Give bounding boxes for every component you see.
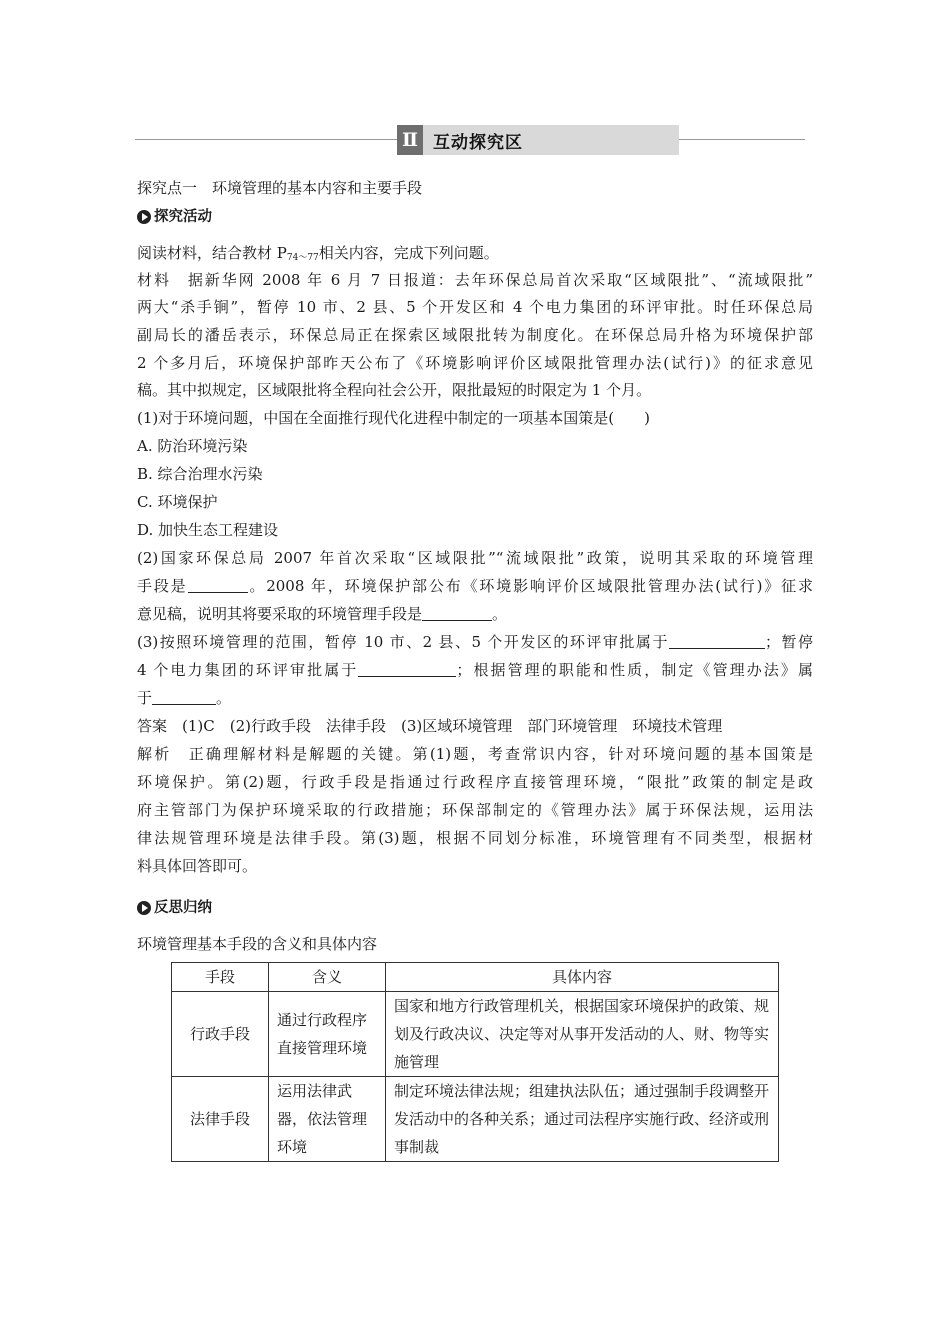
q3-text: 4 个电力集团的环评审批属于 (137, 661, 359, 679)
topic-title: 探究点一 环境管理的基本内容和主要手段 (137, 179, 423, 197)
q2-text: 。 (492, 605, 508, 623)
question-3-line (137, 632, 813, 652)
reflect-heading-label: 反思归纳 (154, 900, 212, 916)
method-meaning: 通过行政程序直接管理环境 (269, 992, 386, 1077)
analysis-line: 解析 正确理解材料是解题的关键。第(1)题，考查常识内容，针对环境问题的基本国策是 (137, 745, 813, 763)
option-a: A. 防治环境污染 (137, 437, 248, 455)
play-bullet-icon (137, 210, 151, 224)
material-line: 材料 据新华网 2008 年 6 月 7 日报道：去年环保总局首次采取“区域限批”、“流域限批” (137, 271, 813, 289)
answer-line: 答案 (1)C (2)行政手段 法律手段 (3)区域环境管理 部门环境管理 环境技术管理 (137, 717, 723, 735)
q3-text: ；暂停 (764, 633, 813, 651)
question-2-line: (2)国家环保总局 2007 年首次采取“区域限批”“流域限批”政策，说明其采取的环境管理 (137, 549, 813, 567)
table-header: 具体内容 (386, 963, 779, 992)
intro-pages: 74～77 (286, 253, 319, 263)
option-d: D. 加快生态工程建设 (137, 521, 279, 539)
question-3-line (137, 688, 231, 708)
intro-line (137, 243, 499, 268)
question-2-line (137, 604, 507, 624)
question-3-line (137, 660, 813, 680)
answer-blank (358, 662, 456, 677)
activity-heading-label: 探究活动 (154, 209, 212, 225)
section-number: Ⅱ (397, 125, 423, 155)
section-badge (397, 125, 679, 155)
method-content: 国家和地方行政管理机关，根据国家环境保护的政策、规划及行政决议、决定等对从事开发活动的人、财、物等实施管理 (386, 992, 779, 1077)
method-name: 行政手段 (172, 992, 269, 1077)
material-line: 副局长的潘岳表示，环保总局正在探索区域限批转为制度化。在环保总局升格为环境保护部 (137, 326, 813, 344)
answer-blank (152, 690, 216, 705)
intro-post: 相关内容，完成下列问题。 (318, 244, 499, 262)
analysis-line: 料具体回答即可。 (137, 857, 258, 875)
table-header: 手段 (172, 963, 269, 992)
q3-text: ；根据管理的职能和性质，制定《管理办法》属 (456, 661, 813, 679)
q2-text: 手段是 (137, 577, 188, 595)
section-title: 互动探究区 (433, 132, 523, 153)
activity-heading (137, 207, 212, 227)
reflect-heading (137, 898, 212, 918)
table-row (172, 1077, 779, 1162)
option-c: C. 环境保护 (137, 493, 218, 511)
method-meaning: 运用法律武器，依法管理环境 (269, 1077, 386, 1162)
table-header-row (172, 963, 779, 992)
q2-text: 。2008 年，环境保护部公布《环境影响评价区域限批管理办法(试行)》征求 (247, 577, 813, 595)
q3-text: 。 (216, 689, 232, 707)
q2-text: 意见稿，说明其将要采取的环境管理手段是 (137, 605, 423, 623)
methods-table (171, 962, 779, 1162)
table-row (172, 992, 779, 1077)
q3-text: 于 (137, 689, 153, 707)
method-name: 法律手段 (172, 1077, 269, 1162)
material-line: 稿。其中拟规定，区域限批将全程向社会公开，限批最短的时限定为 1 个月。 (137, 381, 652, 399)
option-b: B. 综合治理水污染 (137, 465, 263, 483)
answer-blank (669, 634, 765, 649)
table-caption: 环境管理基本手段的含义和具体内容 (137, 935, 378, 953)
play-bullet-icon (137, 901, 151, 915)
answer-blank (188, 578, 248, 593)
analysis-line: 环境保护。第(2)题，行政手段是指通过行政程序直接管理环境，“限批”政策的制定是政 (137, 773, 813, 791)
section-banner (135, 125, 805, 155)
question-2-line (137, 576, 813, 596)
analysis-line: 府主管部门为保护环境采取的行政措施；环保部制定的《管理办法》属于环保法规，运用法 (137, 801, 813, 819)
question-1: (1)对于环境问题，中国在全面推行现代化进程中制定的一项基本国策是( ) (137, 409, 650, 427)
analysis-line: 律法规管理环境是法律手段。第(3)题，根据不同划分标准，环境管理有不同类型，根据材 (137, 829, 813, 847)
material-line: 两大“杀手锏”，暂停 10 市、2 县、5 个开发区和 4 个电力集团的环评审批。时任环保总局 (137, 298, 813, 316)
method-content: 制定环境法律法规；组建执法队伍；通过强制手段调整开发活动中的各种关系；通过司法程序实施行政、经济或刑事制裁 (386, 1077, 779, 1162)
material-line: 2 个多月后，环境保护部昨天公布了《环境影响评价区域限批管理办法(试行)》的征求意见 (137, 354, 813, 372)
table-header: 含义 (269, 963, 386, 992)
intro-pre: 阅读材料，结合教材 P (137, 244, 287, 262)
answer-blank (422, 606, 492, 621)
q3-text: (3)按照环境管理的范围，暂停 10 市、2 县、5 个开发区的环评审批属于 (137, 633, 669, 651)
